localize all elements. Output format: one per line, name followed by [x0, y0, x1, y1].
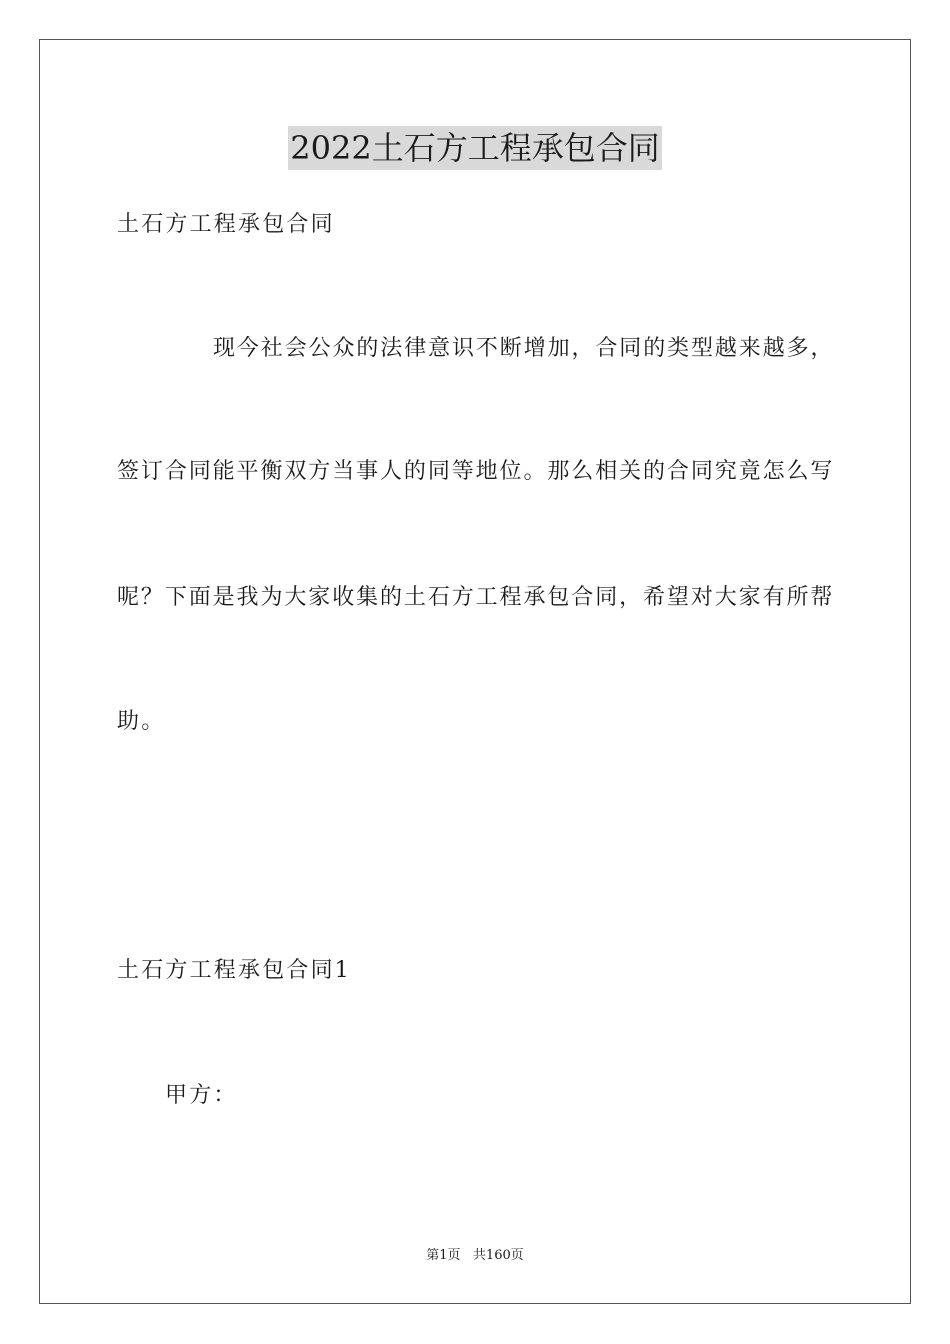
document-title: 2022土石方工程承包合同: [288, 126, 661, 170]
section-heading: 土石方工程承包合同1: [117, 958, 351, 983]
intro-line-2: 签订合同能平衡双方当事人的同等地位。那么相关的合同究竟怎么写: [117, 459, 833, 484]
page-footer: [0, 1247, 950, 1265]
intro-line-3: 呢？下面是我为大家收集的土石方工程承包合同，希望对大家有所帮: [117, 585, 833, 610]
party-a-label: 甲方：: [165, 1083, 238, 1108]
title-container: [0, 126, 950, 170]
page-number-total: 共160页: [472, 1248, 524, 1263]
page-number-current: 第1页: [426, 1248, 461, 1263]
document-subtitle: 土石方工程承包合同: [117, 212, 335, 237]
intro-line-1: 现今社会公众的法律意识不断增加，合同的类型越来越多，: [213, 336, 835, 361]
intro-line-4: 助。: [117, 709, 166, 734]
